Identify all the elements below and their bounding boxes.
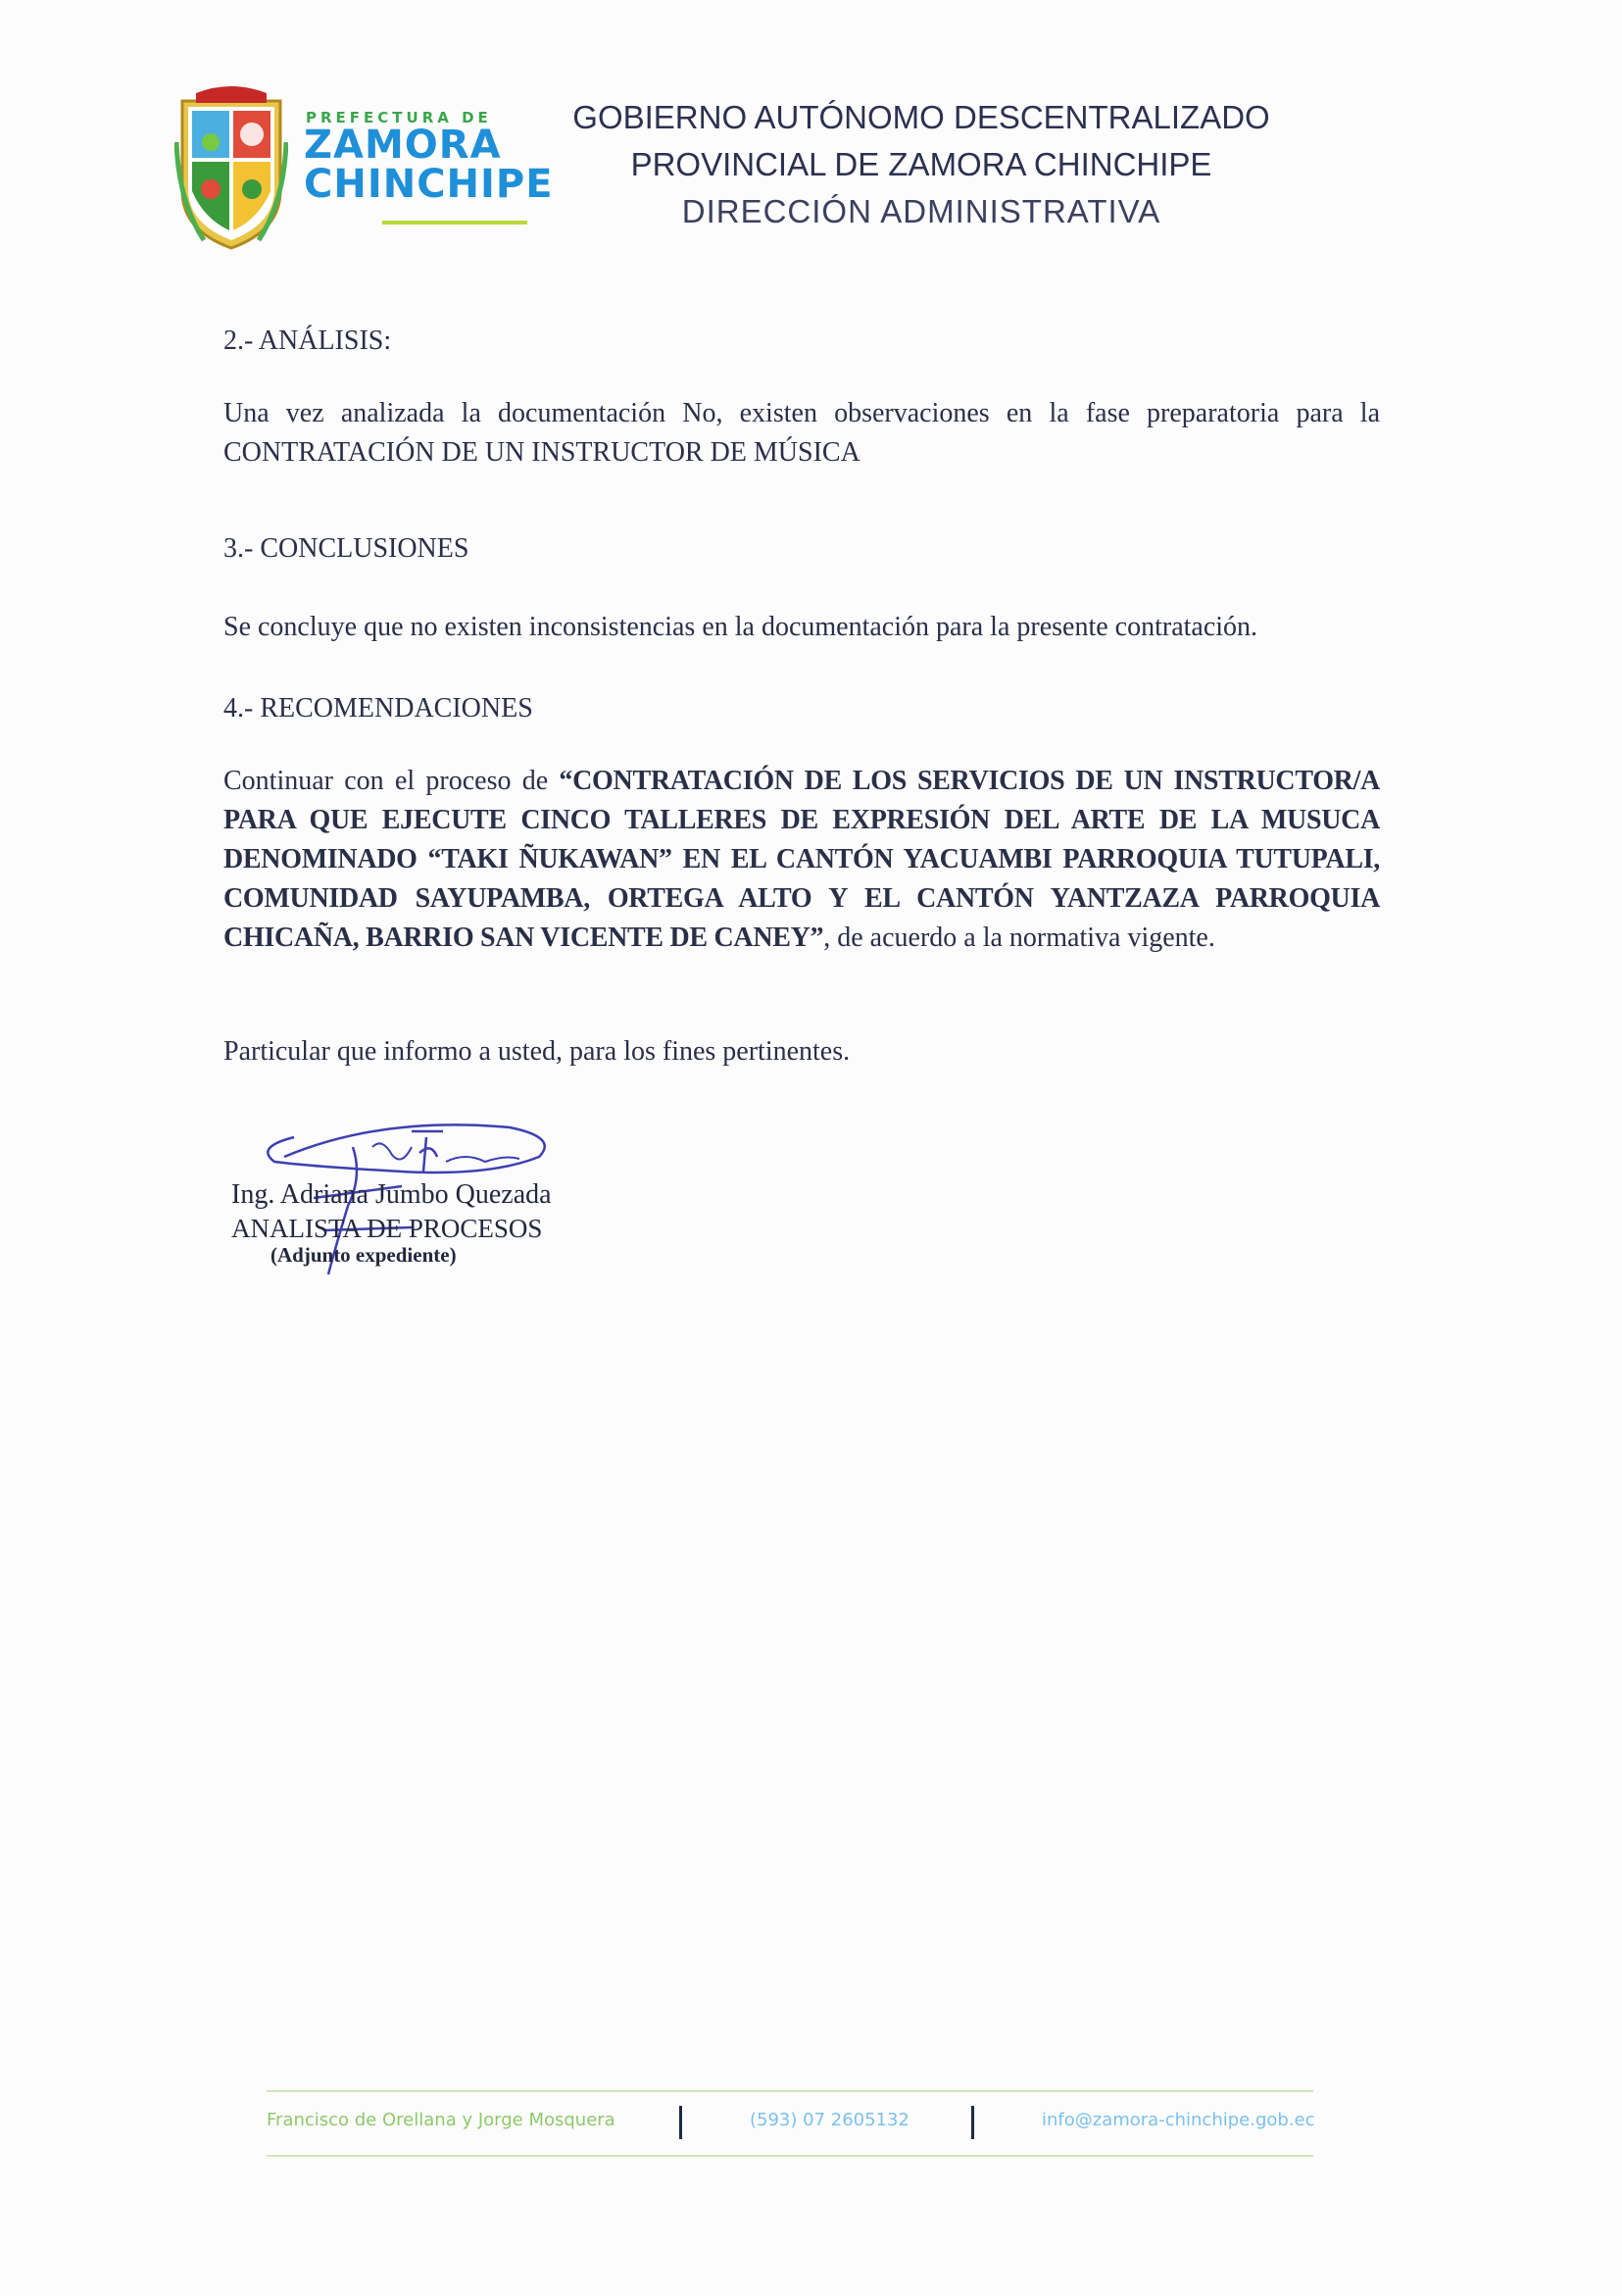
prefectura-shield-logo: [174, 83, 288, 252]
header-gov-line-2: PROVINCIAL DE ZAMORA CHINCHIPE: [630, 146, 1212, 182]
footer-email: info@zamora-chinchipe.gob.ec: [1042, 2110, 1315, 2130]
footer-divider-top: [267, 2090, 1313, 2092]
header-direccion: DIRECCIÓN ADMINISTRATIVA: [681, 193, 1161, 229]
brand-zamora: ZAMORA: [304, 123, 502, 168]
section-heading-conclusiones: 3.- CONCLUSIONES: [223, 533, 469, 564]
paragraph-conclusiones: Se concluye que no existen inconsistencias en la documentación para la presente contratación.: [223, 612, 1258, 642]
signer-role: ANALISTA DE PROCESOS: [231, 1214, 543, 1243]
attachment-note: (Adjunto expediente): [270, 1243, 457, 1267]
recom-intro: Continuar con el proceso de: [223, 766, 560, 796]
section-heading-analisis: 2.- ANÁLISIS:: [223, 325, 392, 356]
brand-chinchipe: CHINCHIPE: [304, 162, 554, 207]
footer-separator: [971, 2106, 974, 2139]
footer-address: Francisco de Orellana y Jorge Mosquera: [267, 2110, 615, 2130]
brand-prefectura-label: PREFECTURA DE: [306, 109, 492, 126]
paragraph-closing: Particular que informo a usted, para los fines pertinentes.: [223, 1036, 851, 1067]
signer-name: Ing. Adriana Jumbo Quezada: [231, 1179, 552, 1210]
paragraph-analisis: Una vez analizada la documentación No, existen observaciones en la fase preparatoria para la CONTRATACIÓN DE UN INSTRUCTOR DE MÚSICA: [223, 398, 1380, 468]
footer-phone: (593) 07 2605132: [750, 2110, 909, 2130]
brand-underline: [382, 221, 527, 225]
section-heading-recomendaciones: 4.- RECOMENDACIONES: [223, 693, 533, 724]
footer-separator: [679, 2106, 682, 2139]
footer-divider-bottom: [267, 2155, 1313, 2157]
recom-contract-title: “CONTRATACIÓN DE LOS SERVICIOS DE UN INSTRUCTOR/A PARA QUE EJECUTE CINCO TALLERES DE EXPRESIÓN DEL ARTE DE LA MUSUCA DENOMINADO “TAKI ÑUKAWAN” EN EL CANTÓN YACUAMBI PARROQUIA TUTUPALI, COMUNIDAD SAYUPAMBA, ORTEGA ALTO Y EL CANTÓN YANTZAZA PARROQUIA CHICAÑA, BARRIO SAN VICENTE DE CANEY”: [223, 766, 1380, 953]
paragraph-recomendaciones: [223, 762, 1380, 958]
recom-tail: , de acuerdo a la normativa vigente.: [823, 923, 1215, 953]
header-gov-line-1: GOBIERNO AUTÓNOMO DESCENTRALIZADO: [572, 99, 1270, 135]
